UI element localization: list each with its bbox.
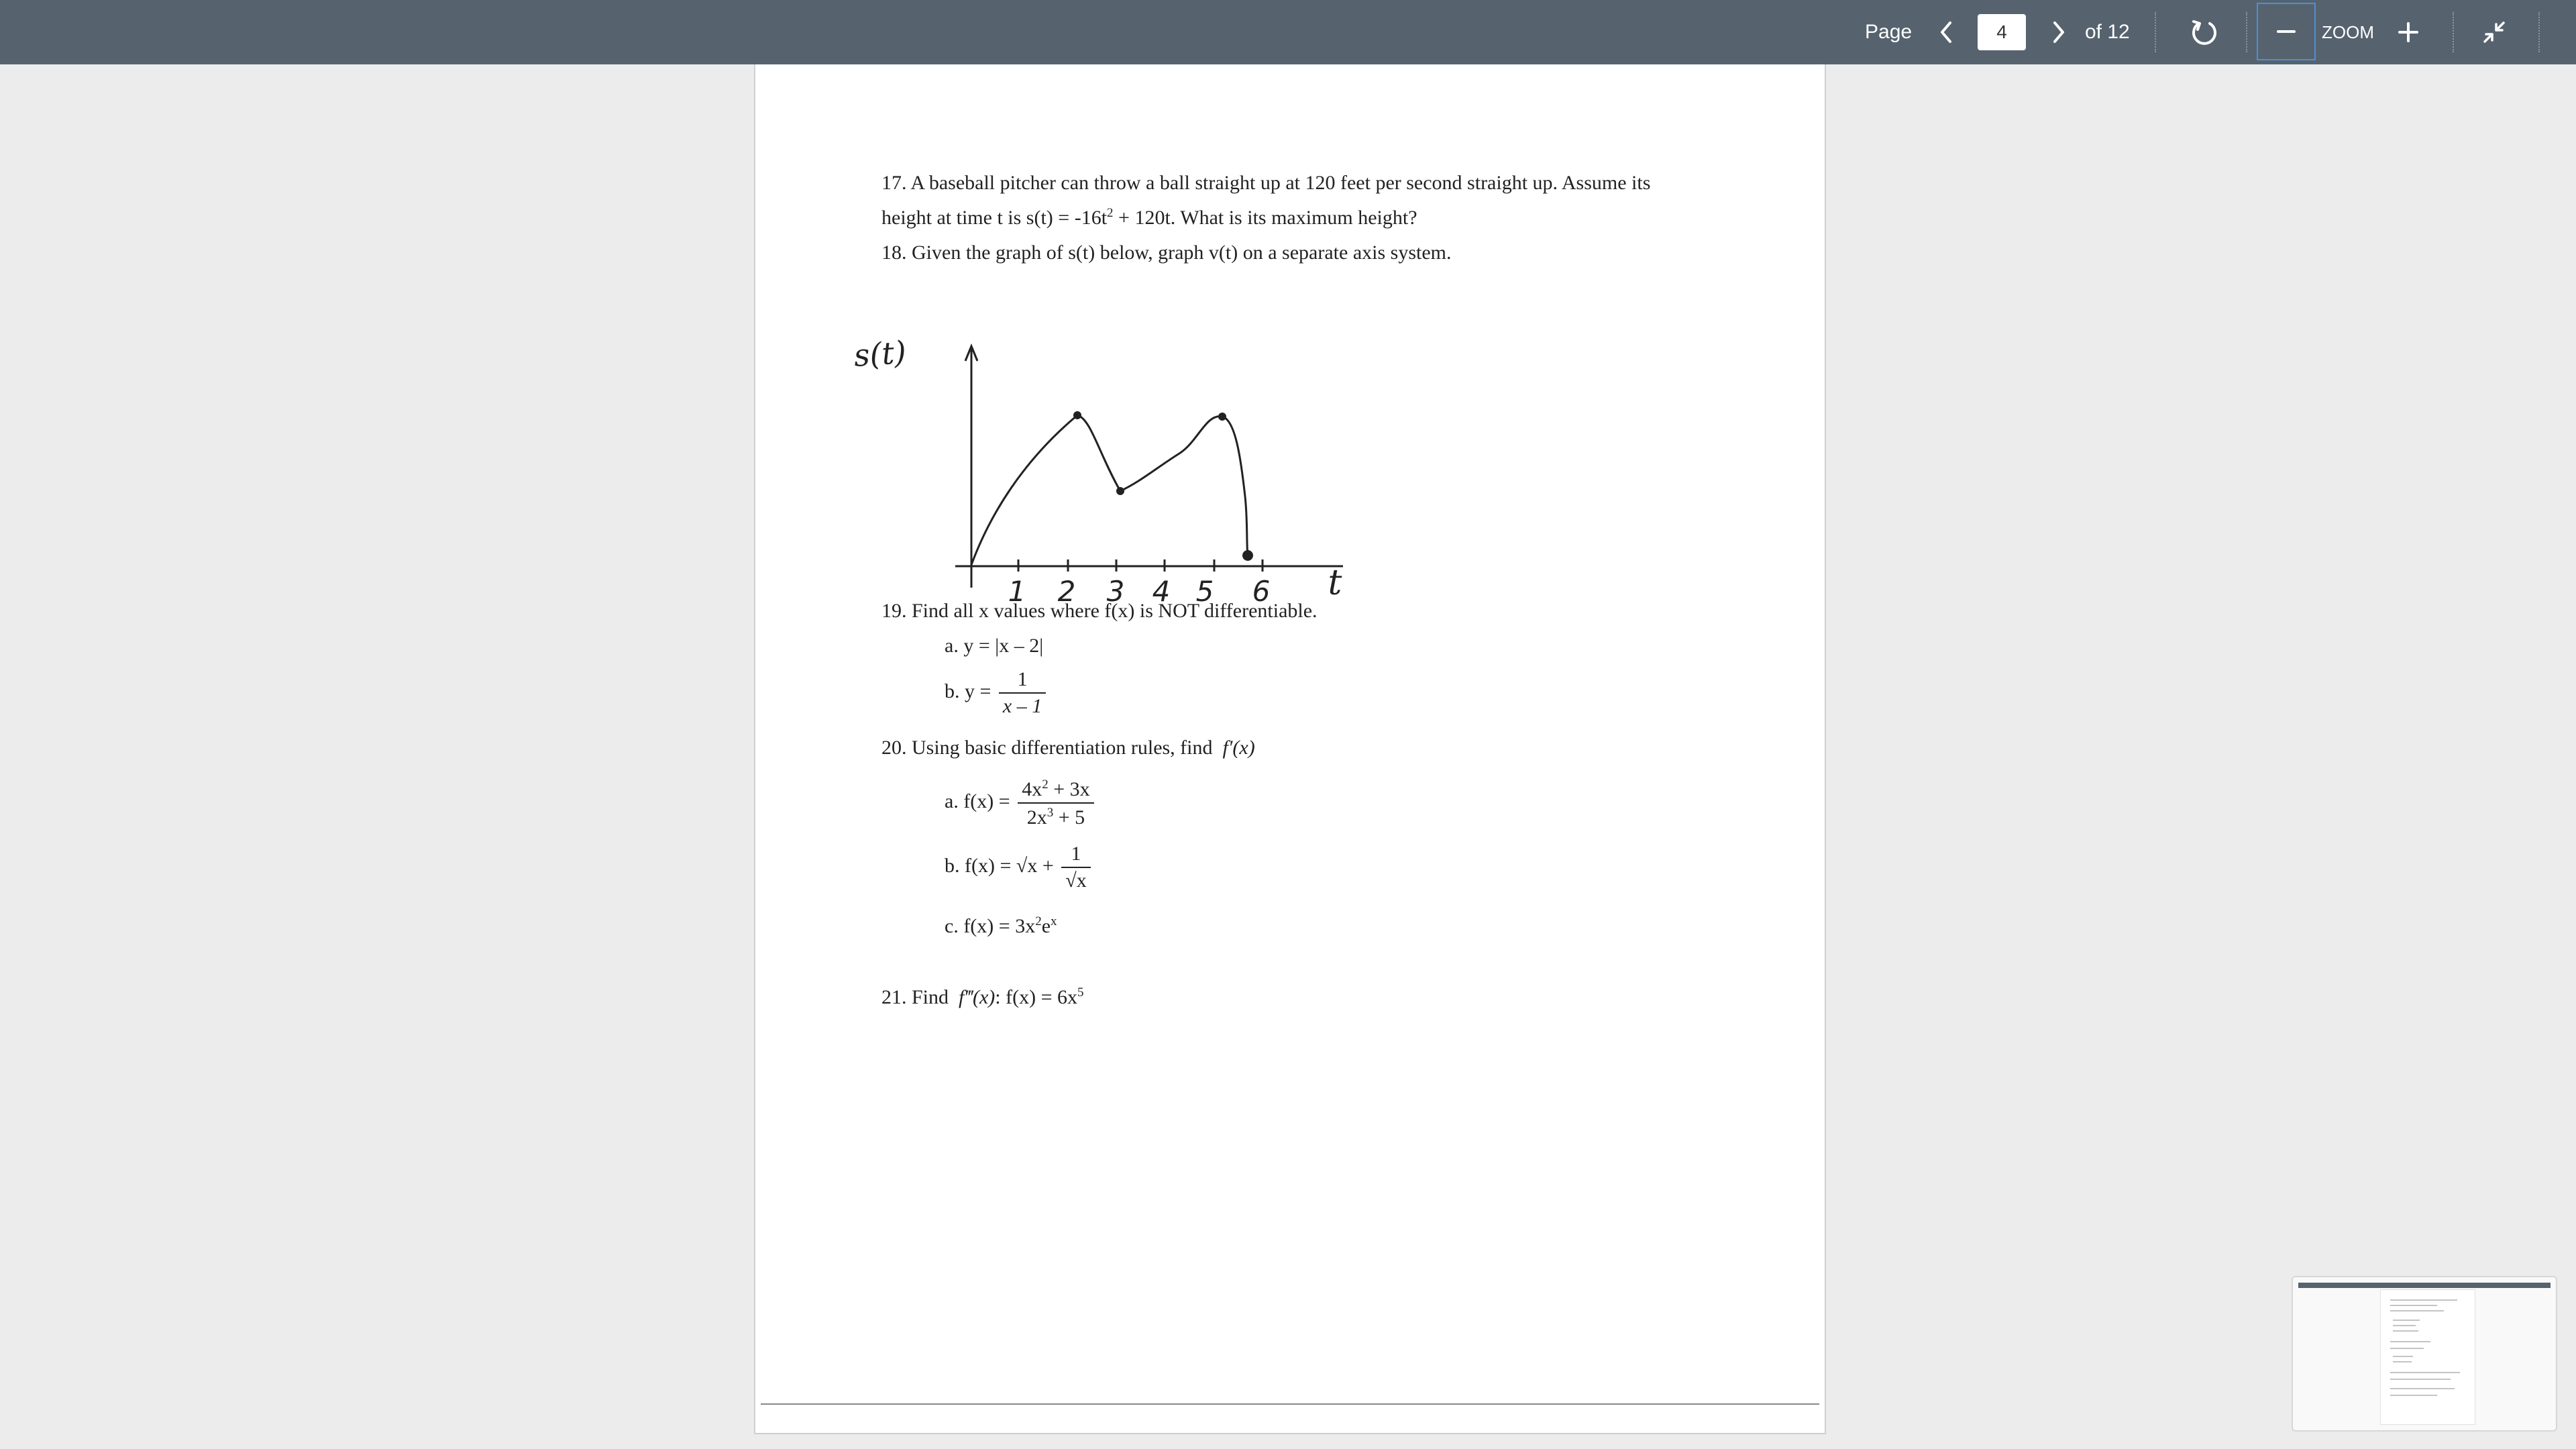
s-of-t-graph	[822, 266, 1359, 614]
thumbnail-page	[2380, 1289, 2475, 1425]
term: e	[1041, 915, 1051, 937]
thumbnail-text-line	[2393, 1320, 2420, 1321]
zoom-label: ZOOM	[2322, 21, 2374, 42]
thumbnail-text-line	[2390, 1388, 2455, 1389]
q17-text-b: + 120t. What is its maximum height?	[1113, 207, 1417, 229]
fraction-numerator: 1	[999, 669, 1046, 694]
graph-tick-label: 3	[1106, 575, 1125, 608]
page-count: of 12	[2085, 21, 2130, 43]
thumbnail-text-line	[2390, 1341, 2430, 1342]
q20-part-a	[945, 778, 1097, 828]
toolbar-divider	[2538, 12, 2540, 52]
q17-line-2	[881, 207, 1417, 228]
graph-tick-label: 1	[1008, 575, 1026, 608]
thumbnail-text-line	[2393, 1330, 2418, 1332]
zoom-in-button[interactable]	[2388, 0, 2428, 64]
toolbar-divider	[2453, 12, 2454, 52]
next-page-button[interactable]	[2042, 0, 2076, 64]
q19-b-fraction	[999, 669, 1046, 716]
term: + 3x	[1048, 778, 1090, 800]
thumbnail-text-line	[2393, 1356, 2413, 1357]
q20-fprime: f′(x)	[1222, 737, 1255, 759]
q19-part-b	[945, 669, 1049, 716]
graph-tick-label: 6	[1252, 575, 1271, 608]
q17-exponent: 2	[1107, 206, 1114, 220]
fraction-denominator	[1018, 804, 1093, 828]
thumbnail-text-line	[2390, 1372, 2460, 1373]
exponent: 5	[1077, 985, 1084, 1000]
rotate-icon	[2190, 17, 2219, 47]
thumbnail-text-line	[2393, 1361, 2412, 1362]
toolbar-divider	[2155, 12, 2156, 52]
thumbnail-text-line	[2393, 1325, 2416, 1326]
thumbnail-text-line	[2390, 1310, 2444, 1311]
q18-text: 18. Given the graph of s(t) below, graph v(t) on a separate axis system.	[881, 241, 1452, 264]
previous-page-button[interactable]	[1929, 0, 1963, 64]
toolbar-divider	[2246, 12, 2247, 52]
q17-text-a: height at time t is s(t) = -16t	[881, 207, 1108, 229]
rotate-button[interactable]	[2183, 0, 2226, 64]
q20-text	[881, 738, 1255, 758]
thumbnail-text-line	[2390, 1305, 2437, 1306]
graph-point	[1116, 487, 1124, 495]
thumbnail-text-line	[2390, 1395, 2437, 1396]
q21-rest: : f(x) = 6x	[995, 986, 1077, 1008]
term: + 5	[1053, 806, 1085, 828]
graph-tick-label: 4	[1152, 575, 1171, 608]
s-of-t-curve	[971, 415, 1248, 565]
document-page	[754, 64, 1826, 1434]
exponent: 2	[1042, 777, 1049, 792]
zoom-out-button[interactable]	[2257, 3, 2316, 60]
pdf-toolbar	[0, 0, 2576, 64]
fraction-denominator: x – 1	[1002, 695, 1042, 717]
page-bottom-rule	[761, 1403, 1819, 1405]
graph-point	[1073, 411, 1081, 419]
q20-a-fraction	[1018, 778, 1093, 828]
page-number-input[interactable]	[1978, 14, 2026, 50]
q20-a-prefix: a. f(x) =	[945, 790, 1010, 812]
term: c. f(x) = 3x	[945, 915, 1036, 937]
exponent: 3	[1046, 806, 1054, 820]
graph-y-label: s(t)	[853, 333, 908, 374]
q19-b-prefix: b. y =	[945, 680, 991, 702]
term: 4x	[1022, 778, 1042, 800]
q21-text	[881, 986, 1084, 1008]
page-label: Page	[1865, 21, 1913, 43]
fraction-numerator: 1	[1061, 844, 1090, 868]
graph-tick-label: 5	[1195, 575, 1214, 608]
q20-instruction: 20. Using basic differentiation rules, find	[881, 737, 1213, 759]
graph-point	[1242, 550, 1253, 561]
chevron-left-icon	[1938, 20, 1954, 44]
thumbnail-text-line	[2390, 1348, 2424, 1349]
thumbnail-text-line	[2390, 1379, 2451, 1380]
plus-icon	[2397, 21, 2420, 44]
graph-point	[1218, 413, 1226, 421]
fraction-numerator	[1018, 778, 1093, 804]
thumbnail-text-line	[2390, 1299, 2457, 1301]
q20-b-fraction	[1061, 844, 1090, 891]
q17-line-1: 17. A baseball pitcher can throw a ball straight up at 120 feet per second straight up. Assume its	[881, 172, 1651, 194]
exponent: 2	[1035, 914, 1042, 928]
collapse-button[interactable]	[2473, 0, 2516, 64]
q20-part-b	[945, 844, 1093, 891]
graph-tick-label: 2	[1057, 575, 1076, 608]
q20-b-prefix: b. f(x) = √x +	[945, 854, 1054, 877]
q19-text: 19. Find all x values where f(x) is NOT differentiable.	[881, 600, 1318, 622]
q21-prefix: 21. Find	[881, 986, 949, 1008]
q20-part-c	[945, 915, 1057, 936]
chevron-right-icon	[2051, 20, 2067, 44]
fraction-denominator: √x	[1065, 869, 1087, 892]
thumbnail-toolbar	[2298, 1283, 2551, 1288]
q19-part-a: a. y = |x – 2|	[945, 635, 1044, 657]
page-thumbnail-navigator[interactable]	[2292, 1276, 2557, 1432]
collapse-icon	[2481, 19, 2508, 46]
minus-icon	[2275, 21, 2297, 42]
q21-fppp: f‴(x)	[959, 986, 996, 1008]
term: 2x	[1026, 806, 1047, 828]
exponent: x	[1051, 914, 1057, 928]
graph-x-label: t	[1328, 563, 1342, 603]
